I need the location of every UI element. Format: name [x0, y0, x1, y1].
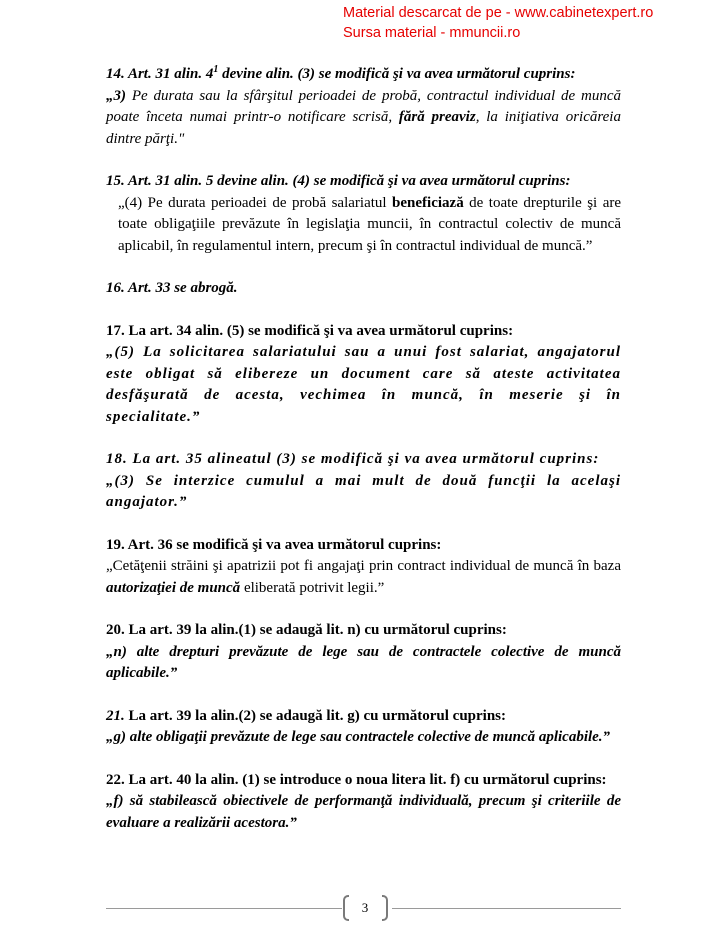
- document-body: [106, 64, 621, 855]
- section-15-heading: 15. Art. 31 alin. 5 devine alin. (4) se modifică şi va avea următorul cuprins:: [106, 173, 571, 189]
- section-14-heading: 14. Art. 31 alin. $4^1$ devine alin. (3) se modifică şi va avea următorul cuprins:: [106, 64, 576, 82]
- section-19: [106, 535, 621, 600]
- section-20: [106, 620, 621, 685]
- section-15-text: „(4) Pe durata perioadei de probă salariatul beneficiază de toate drepturile şi are toate obligaţiile prevăzute în legislaţia muncii, în contractul colectiv de muncă aplicabil, în regulamentul intern, precum şi în contractul individual de muncă.”: [118, 194, 622, 254]
- section-20-heading: 20. La art. 39 la alin.(1) se adaugă lit. n) cu următorul cuprins:: [106, 622, 507, 638]
- section-19-text: „Cetăţenii străini şi apatrizii pot fi angajaţi prin contract individual de muncă în baza autorizaţiei de muncă eliberată potrivit legii.”: [106, 558, 621, 596]
- section-17: [106, 321, 621, 429]
- section-21-text: „g) alte obligaţii prevăzute de lege sau contractele colective de muncă aplicabile.”: [106, 729, 611, 745]
- page-number-bracket-left: [343, 895, 349, 921]
- footer-rule-right: [392, 908, 621, 909]
- section-21-heading: 21. La art. 39 la alin.(2) se adaugă lit. g) cu următorul cuprins:: [106, 707, 506, 724]
- section-22-heading: 22. La art. 40 la alin. (1) se introduce o noua litera lit. f) cu următorul cuprins:: [106, 771, 607, 788]
- watermark-line-1: Material descarcat de pe - www.cabinetexpert.ro: [343, 5, 654, 21]
- section-15: [106, 171, 621, 257]
- section-18: [106, 449, 621, 514]
- watermark: [343, 3, 653, 43]
- section-21: [106, 706, 621, 749]
- watermark-line-2: Sursa material - mmuncii.ro: [343, 25, 521, 41]
- page-number-bracket-right: [382, 895, 388, 921]
- section-19-heading: 19. Art. 36 se modifică şi va avea următorul cuprins:: [106, 536, 442, 553]
- section-22-text: „f) să stabilească obiectivele de performanţă individuală, precum şi criteriile de evaluare a realizării acestora.”: [106, 793, 621, 831]
- page-number: 3: [361, 900, 369, 915]
- section-16-heading: 16. Art. 33 se abrogă.: [106, 280, 238, 296]
- section-22: [106, 770, 621, 835]
- section-14: [106, 64, 621, 150]
- section-14-text: „3) Pe durata sau la sfârşitul perioadei de probă, contractul individual de muncă poate înceta numai printr-o notificare scrisă, fără preaviz, la iniţiativa oricăreia dintre părţi.": [106, 87, 621, 147]
- section-20-text: „n) alte drepturi prevăzute de lege sau de contractele colective de muncă aplicabile.”: [106, 643, 621, 681]
- section-18-text: „(3) Se interzice cumulul a mai mult de două funcţii la acelaşi angajator.”: [106, 472, 621, 510]
- section-17-text: „(5) La solicitarea salariatului sau a unui fost salariat, angajatorul este obligat să elibereze un document care să ateste activitatea desfăşurată de acesta, vechimea în muncă, în meserie şi în specialitate.”: [106, 344, 621, 425]
- section-16: [106, 278, 621, 300]
- section-17-heading: 17. La art. 34 alin. (5) se modifică şi va avea următorul cuprins:: [106, 322, 514, 339]
- footer-rule-left: [106, 908, 342, 909]
- section-18-heading: 18. La art. 35 alineatul (3) se modifică şi va avea următorul cuprins:: [106, 451, 600, 467]
